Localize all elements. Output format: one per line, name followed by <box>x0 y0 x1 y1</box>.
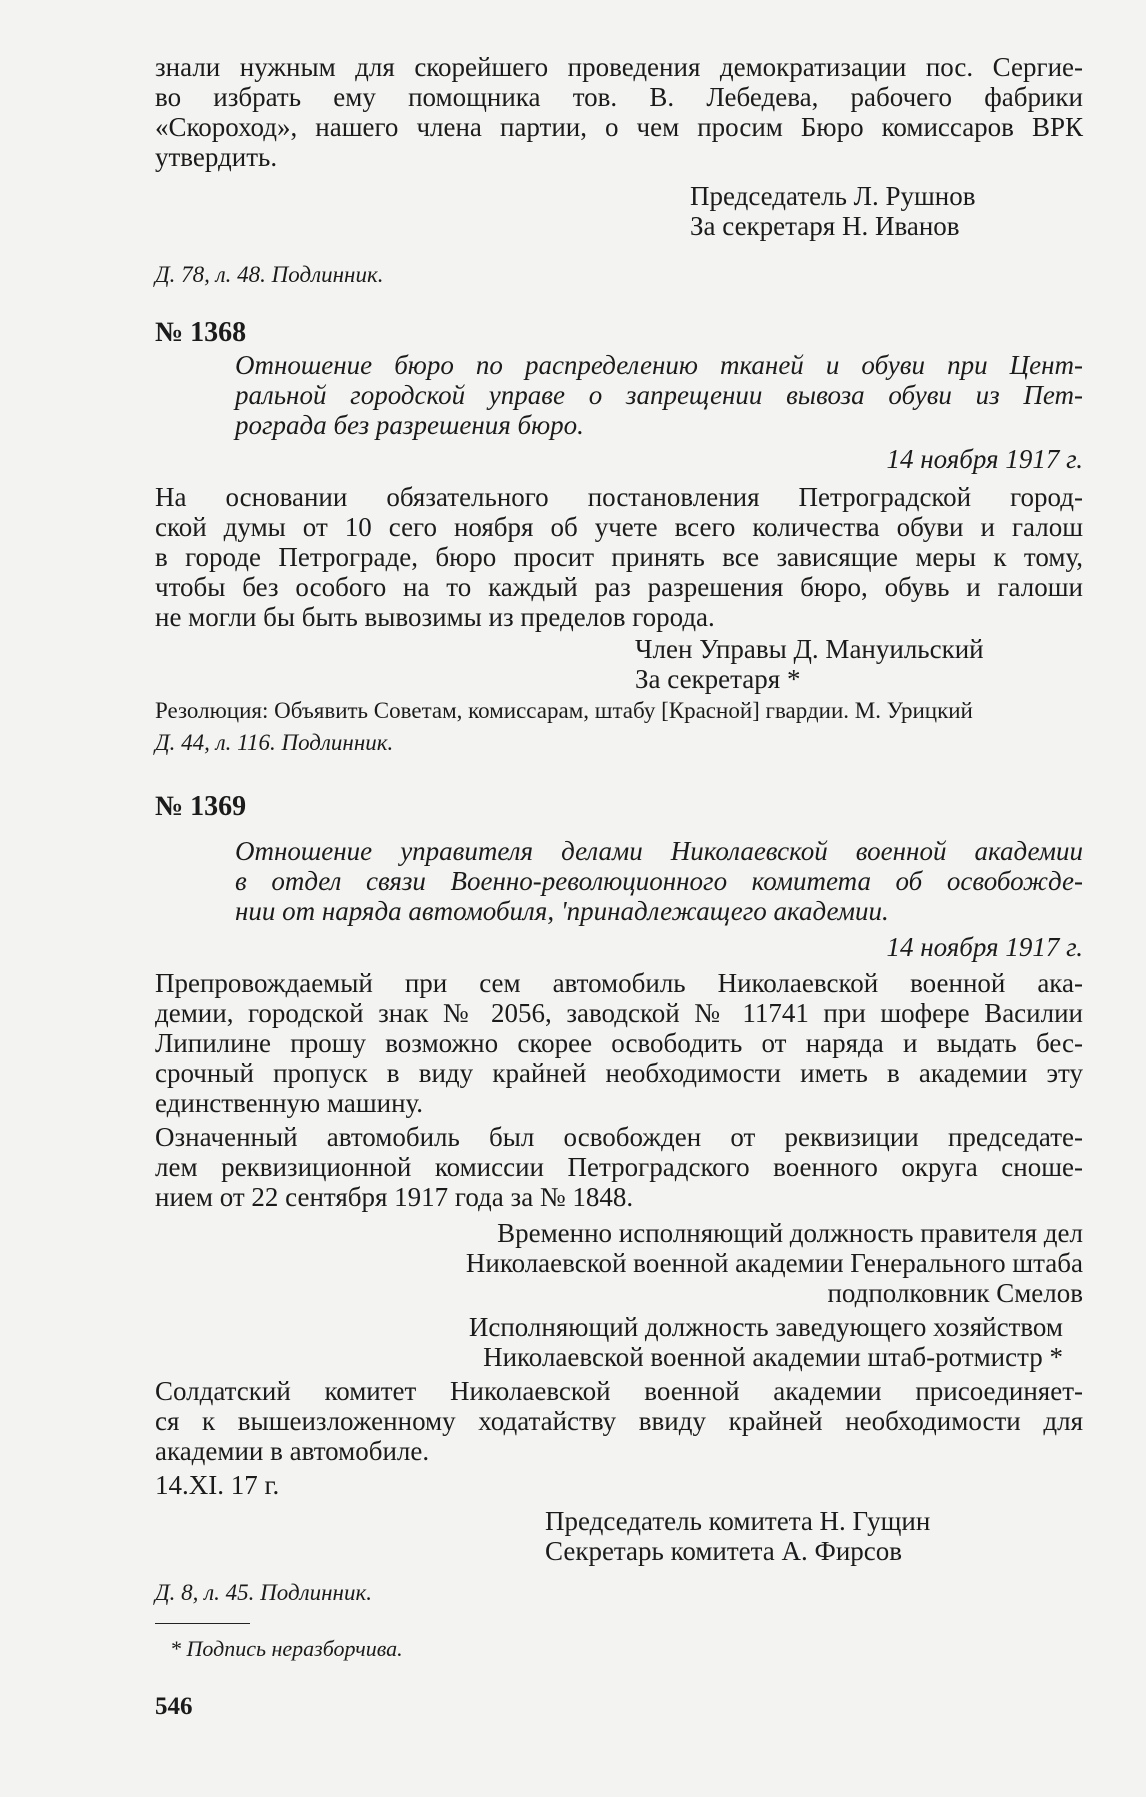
text-line: Означенный автомобиль был освобожден от реквизиции председате- <box>155 1122 1083 1152</box>
text-line: демии, городской знак № 2056, заводской № 11741 при шофере Василии <box>155 998 1083 1028</box>
text-line: «Скороход», нашего члена партии, о чем просим Бюро комиссаров ВРК <box>155 112 1083 142</box>
text-line: ся к вышеизложенному ходатайству ввиду крайней необходимости для <box>155 1406 1083 1436</box>
text-line: За секретаря Н. Иванов <box>690 211 960 241</box>
text-line: срочный пропуск в виду крайней необходимости иметь в академии эту <box>155 1058 1083 1088</box>
text-line: Липилине прошу возможно скорее освободить от наряда и выдать бес- <box>155 1028 1083 1058</box>
text-line: Николаевской военной академии Генерального штаба <box>465 1248 1083 1278</box>
text-line: академии в автомобиле. <box>155 1436 430 1466</box>
document-body <box>155 968 1083 1118</box>
text-line: нии от наряда автомобиля, 'принадлежащего академии. <box>235 896 889 926</box>
signatures-top <box>690 181 1090 241</box>
text-line: ской думы от 10 сего ноября об учете всего количества обуви и галош <box>155 512 1083 542</box>
text-line: Николаевской военной академии штаб-ротмистр * <box>483 1342 1063 1372</box>
document-heading <box>235 350 1083 440</box>
text-line: Отношение управителя делами Николаевской военной академии <box>235 836 1083 866</box>
text-line: Председатель Л. Рушнов <box>690 181 976 211</box>
text-line: подполковник Смелов <box>827 1278 1083 1308</box>
text-line: Временно исполняющий должность правителя дел <box>497 1218 1083 1248</box>
text-line: в отдел связи Военно-революционного комитета об освобожде- <box>235 866 1083 896</box>
text-line: Препровождаемый при сем автомобиль Николаевской военной ака- <box>155 968 1083 998</box>
document-date: 14 ноября 1917 г. <box>886 932 1083 962</box>
text-line: не могли бы быть вывозимы из пределов города. <box>155 602 715 632</box>
text-line: лем реквизиционной комиссии Петроградского военного округа снoше- <box>155 1152 1083 1182</box>
document-date: 14 ноября 1917 г. <box>886 444 1083 474</box>
text-line: Отношение бюро по распределению тканей и обуви при Цент- <box>235 350 1083 380</box>
text-line: Председатель комитета Н. Гущин <box>545 1506 931 1536</box>
document-number: № 1368 <box>155 317 247 348</box>
text-line: Исполняющий должность заведующего хозяйством <box>468 1312 1063 1342</box>
page-number: 546 <box>155 1693 193 1720</box>
footnote-rule <box>155 1623 250 1624</box>
source-note: Д. 78, л. 48. Подлинник. <box>155 262 384 287</box>
document-body <box>155 1376 1083 1466</box>
source-note: Д. 8, л. 45. Подлинник. <box>155 1580 372 1605</box>
document-body <box>155 482 1083 632</box>
text-line: чтобы без особого на то каждый раз разрешения бюро, обувь и галоши <box>155 572 1083 602</box>
text-line: За секретаря * <box>635 664 801 694</box>
signatures <box>135 1312 1063 1372</box>
text-line: ральной городской управе о запрещении вывоза обуви из Пет- <box>235 380 1083 410</box>
text-line: во избрать ему помощника тов. В. Лебедева, рабочего фабрики <box>155 82 1083 112</box>
signatures <box>635 634 1085 694</box>
text-line: рограда без разрешения бюро. <box>235 410 584 440</box>
text-line: в городе Петрограде, бюро просит принять все зависящие меры к тому, <box>155 542 1083 572</box>
resolution: Резолюция: Объявить Советам, комиссарам, штабу [Красной] гвардии. М. Урицкий <box>155 698 973 723</box>
signatures <box>155 1218 1083 1308</box>
text-line: нием от 22 сентября 1917 года за № 1848. <box>155 1182 634 1212</box>
top-paragraph <box>155 52 1083 172</box>
text-line: Секретарь комитета А. Фирсов <box>545 1536 903 1566</box>
document-body <box>155 1122 1083 1212</box>
text-line: знали нужным для скорейшего проведения демократизации пос. Сергие- <box>155 52 1083 82</box>
document-date: 14.XI. 17 г. <box>155 1470 280 1500</box>
footnote: * Подпись неразборчива. <box>170 1636 403 1661</box>
source-note: Д. 44, л. 116. Подлинник. <box>155 730 394 755</box>
text-line: Член Управы Д. Мануильский <box>635 634 984 664</box>
signatures <box>545 1506 1085 1566</box>
document-number: № 1369 <box>155 791 247 822</box>
text-line: На основании обязательного постановления Петроградской город- <box>155 482 1083 512</box>
document-heading <box>235 836 1083 926</box>
text-line: единственную машину. <box>155 1088 424 1118</box>
text-line: утвердить. <box>155 142 278 172</box>
text-line: Солдатский комитет Николаевской военной академии присоединяет- <box>155 1376 1083 1406</box>
